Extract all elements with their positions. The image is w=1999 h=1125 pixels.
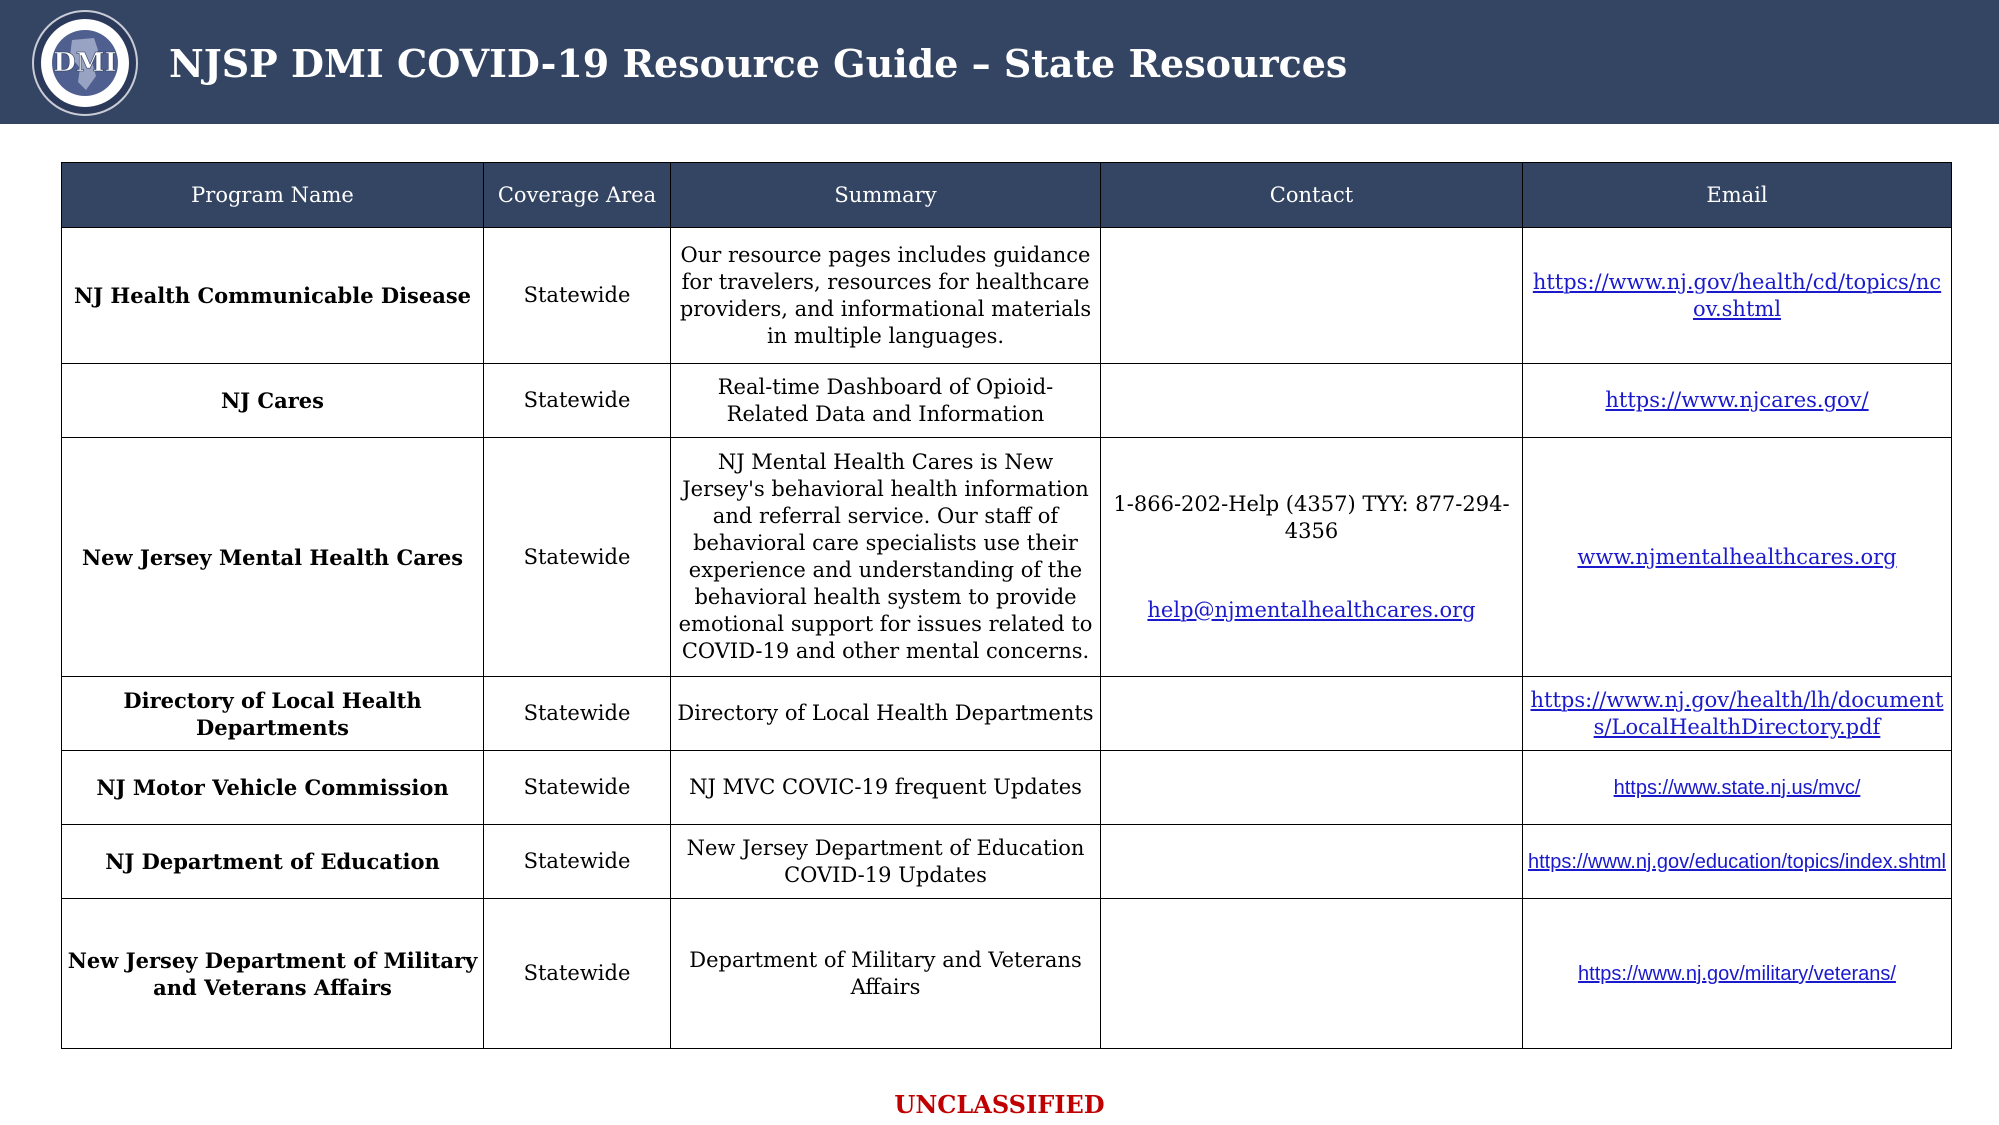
table-row: [62, 364, 1952, 438]
page-title: NJSP DMI COVID-19 Resource Guide – State Resources: [169, 41, 1348, 86]
program-name-cell: NJ Health Communicable Disease: [62, 228, 484, 364]
coverage-area-cell: Statewide: [484, 899, 671, 1049]
program-name-cell: Directory of Local Health Departments: [62, 677, 484, 751]
summary-cell: Department of Military and Veterans Affairs: [671, 899, 1101, 1049]
table-row: [62, 677, 1952, 751]
program-name-cell: New Jersey Mental Health Cares: [62, 438, 484, 677]
email-cell: [1523, 751, 1952, 825]
coverage-area-cell: Statewide: [484, 364, 671, 438]
contact-cell: [1101, 825, 1523, 899]
njsp-dmi-seal-logo: [32, 10, 138, 116]
email-link[interactable]: https://www.state.nj.us/mvc/: [1613, 777, 1861, 799]
table-row: [62, 825, 1952, 899]
classification-marking: UNCLASSIFIED: [894, 1090, 1105, 1119]
column-header-program-name: Program Name: [62, 163, 484, 228]
email-link[interactable]: https://www.njcares.gov/: [1605, 388, 1869, 412]
table-header-row: [62, 163, 1952, 228]
summary-cell: Directory of Local Health Departments: [671, 677, 1101, 751]
summary-cell: New Jersey Department of Education COVID-19 Updates: [671, 825, 1101, 899]
column-header-email: Email: [1523, 163, 1952, 228]
table-row: [62, 228, 1952, 364]
program-name-cell: NJ Department of Education: [62, 825, 484, 899]
email-link[interactable]: https://www.nj.gov/military/veterans/: [1578, 963, 1896, 985]
page-header: [0, 0, 1999, 124]
summary-cell: Our resource pages includes guidance for travelers, resources for healthcare providers, and informational materials in multiple languages.: [671, 228, 1101, 364]
table-row: [62, 899, 1952, 1049]
program-name-cell: NJ Motor Vehicle Commission: [62, 751, 484, 825]
program-name-cell: NJ Cares: [62, 364, 484, 438]
column-header-coverage-area: Coverage Area: [484, 163, 671, 228]
email-cell: [1523, 438, 1952, 677]
summary-cell: NJ MVC COVIC-19 frequent Updates: [671, 751, 1101, 825]
summary-cell: Real-time Dashboard of Opioid- Related Data and Information: [671, 364, 1101, 438]
column-header-contact: Contact: [1101, 163, 1523, 228]
email-link[interactable]: https://www.nj.gov/education/topics/index.shtml: [1528, 851, 1946, 873]
svg-text:DMI: DMI: [53, 48, 117, 78]
email-cell: [1523, 677, 1952, 751]
email-link[interactable]: https://www.nj.gov/health/lh/documents/LocalHealthDirectory.pdf: [1530, 687, 1944, 739]
coverage-area-cell: Statewide: [484, 751, 671, 825]
contact-cell: [1101, 899, 1523, 1049]
email-link[interactable]: www.njmentalhealthcares.org: [1577, 544, 1897, 569]
coverage-area-cell: Statewide: [484, 228, 671, 364]
email-cell: [1523, 228, 1952, 364]
email-link[interactable]: https://www.nj.gov/health/cd/topics/ncov.shtml: [1532, 269, 1942, 321]
resource-table: [61, 162, 1952, 1049]
coverage-area-cell: Statewide: [484, 825, 671, 899]
email-cell: [1523, 825, 1952, 899]
coverage-area-cell: Statewide: [484, 438, 671, 677]
coverage-area-cell: Statewide: [484, 677, 671, 751]
program-name-cell: New Jersey Department of Military and Veterans Affairs: [62, 899, 484, 1049]
column-header-summary: Summary: [671, 163, 1101, 228]
contact-cell: [1101, 677, 1523, 751]
contact-phone: 1-866-202-Help (4357) TYY: 877-294-4356: [1113, 491, 1510, 543]
email-cell: [1523, 899, 1952, 1049]
table-row: [62, 751, 1952, 825]
contact-cell: [1101, 751, 1523, 825]
email-cell: [1523, 364, 1952, 438]
summary-cell: NJ Mental Health Cares is New Jersey's behavioral health information and referral service. Our staff of behavioral care specialists use their experience and understanding of the behavioral health system to provide emotional support for issues related to COVID-19 and other mental concerns.: [671, 438, 1101, 677]
contact-cell: [1101, 364, 1523, 438]
contact-email-link[interactable]: help@njmentalhealthcares.org: [1147, 597, 1476, 622]
contact-cell: [1101, 228, 1523, 364]
table-row: [62, 438, 1952, 677]
contact-cell: [1101, 438, 1523, 677]
